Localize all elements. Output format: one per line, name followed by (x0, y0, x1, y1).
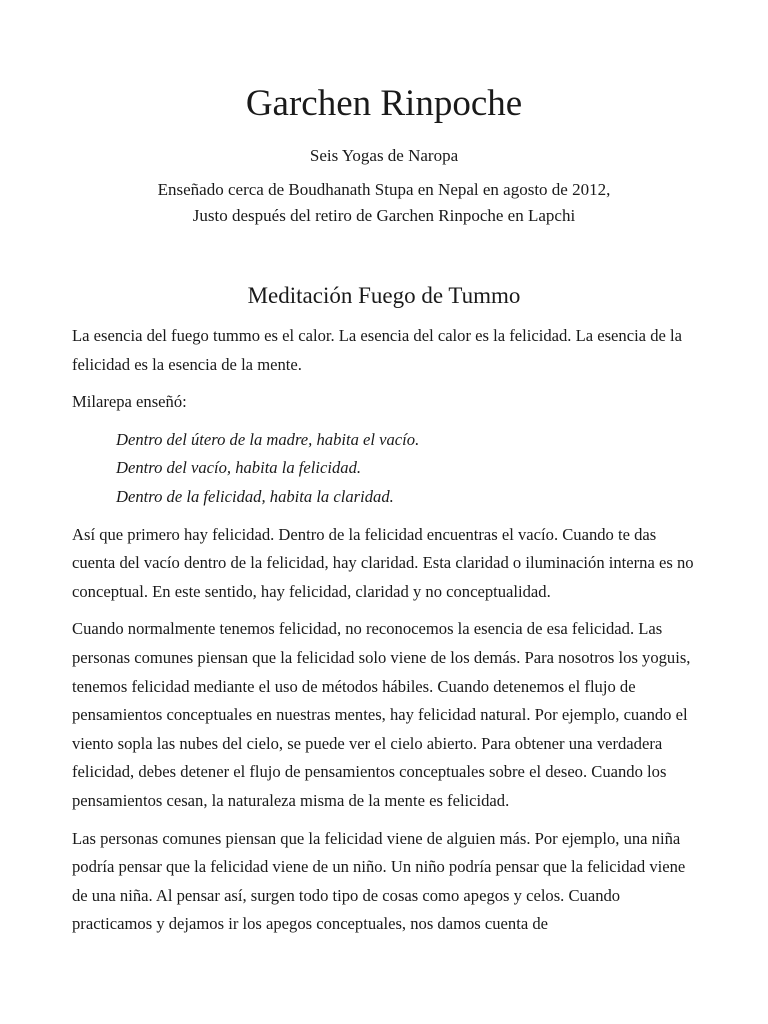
document-subtitle: Seis Yogas de Naropa (309, 146, 459, 165)
teaching-context (0, 177, 768, 229)
document-title: Garchen Rinpoche (245, 83, 523, 124)
body-paragraph: Así que primero hay felicidad. Dentro de la felicidad encuentras el vacío. Cuando te das cuenta del vacío dentro de la felicidad, hay claridad. Esta claridad o iluminación interna es no conceptual. En este sentido, hay felicidad, claridad y no conceptualidad. (72, 524, 694, 601)
verse-line: Dentro de la felicidad, habita la claridad. (116, 486, 394, 506)
body-paragraph: La esencia del fuego tummo es el calor. La esencia del calor es la felicidad. La esencia de la felicidad es la esencia de la mente. (72, 326, 682, 374)
context-line: Justo después del retiro de Garchen Rinpoche en Lapchi (192, 206, 576, 225)
body-paragraph: Milarepa enseñó: (72, 392, 187, 412)
verse-line: Dentro del útero de la madre, habita el vacío. (116, 429, 420, 449)
body-paragraph: Cuando normalmente tenemos felicidad, no reconocemos la esencia de esa felicidad. Las personas comunes piensan que la felicidad solo viene de los demás. Para nosotros los yoguis, tenemos felicidad mediante el uso de métodos hábiles. Cuando detenemos el flujo de pensamientos conceptuales en nuestras mentes, hay felicidad natural. Por ejemplo, cuando el viento sopla las nubes del cielo, se puede ver el cielo abierto. Para obtener una verdadera felicidad, debes detener el flujo de pensamientos conceptuales sobre el deseo. Cuando los pensamientos cesan, la naturaleza misma de la mente es felicidad. (72, 619, 691, 810)
context-line: Enseñado cerca de Boudhanath Stupa en Nepal en agosto de 2012, (157, 180, 611, 199)
verse-line: Dentro del vacío, habita la felicidad. (116, 458, 362, 478)
body-paragraph: Las personas comunes piensan que la felicidad viene de alguien más. Por ejemplo, una niña podría pensar que la felicidad viene de un niño. Un niño podría pensar que la felicidad viene de una niña. Al pensar así, surgen todo tipo de cosas como apegos y celos. Cuando practicamos y dejamos ir los apegos conceptuales, nos damos cuenta de (72, 828, 686, 934)
document-body (72, 322, 700, 948)
section-heading: Meditación Fuego de Tummo (247, 283, 521, 308)
verse-quote (116, 426, 700, 512)
